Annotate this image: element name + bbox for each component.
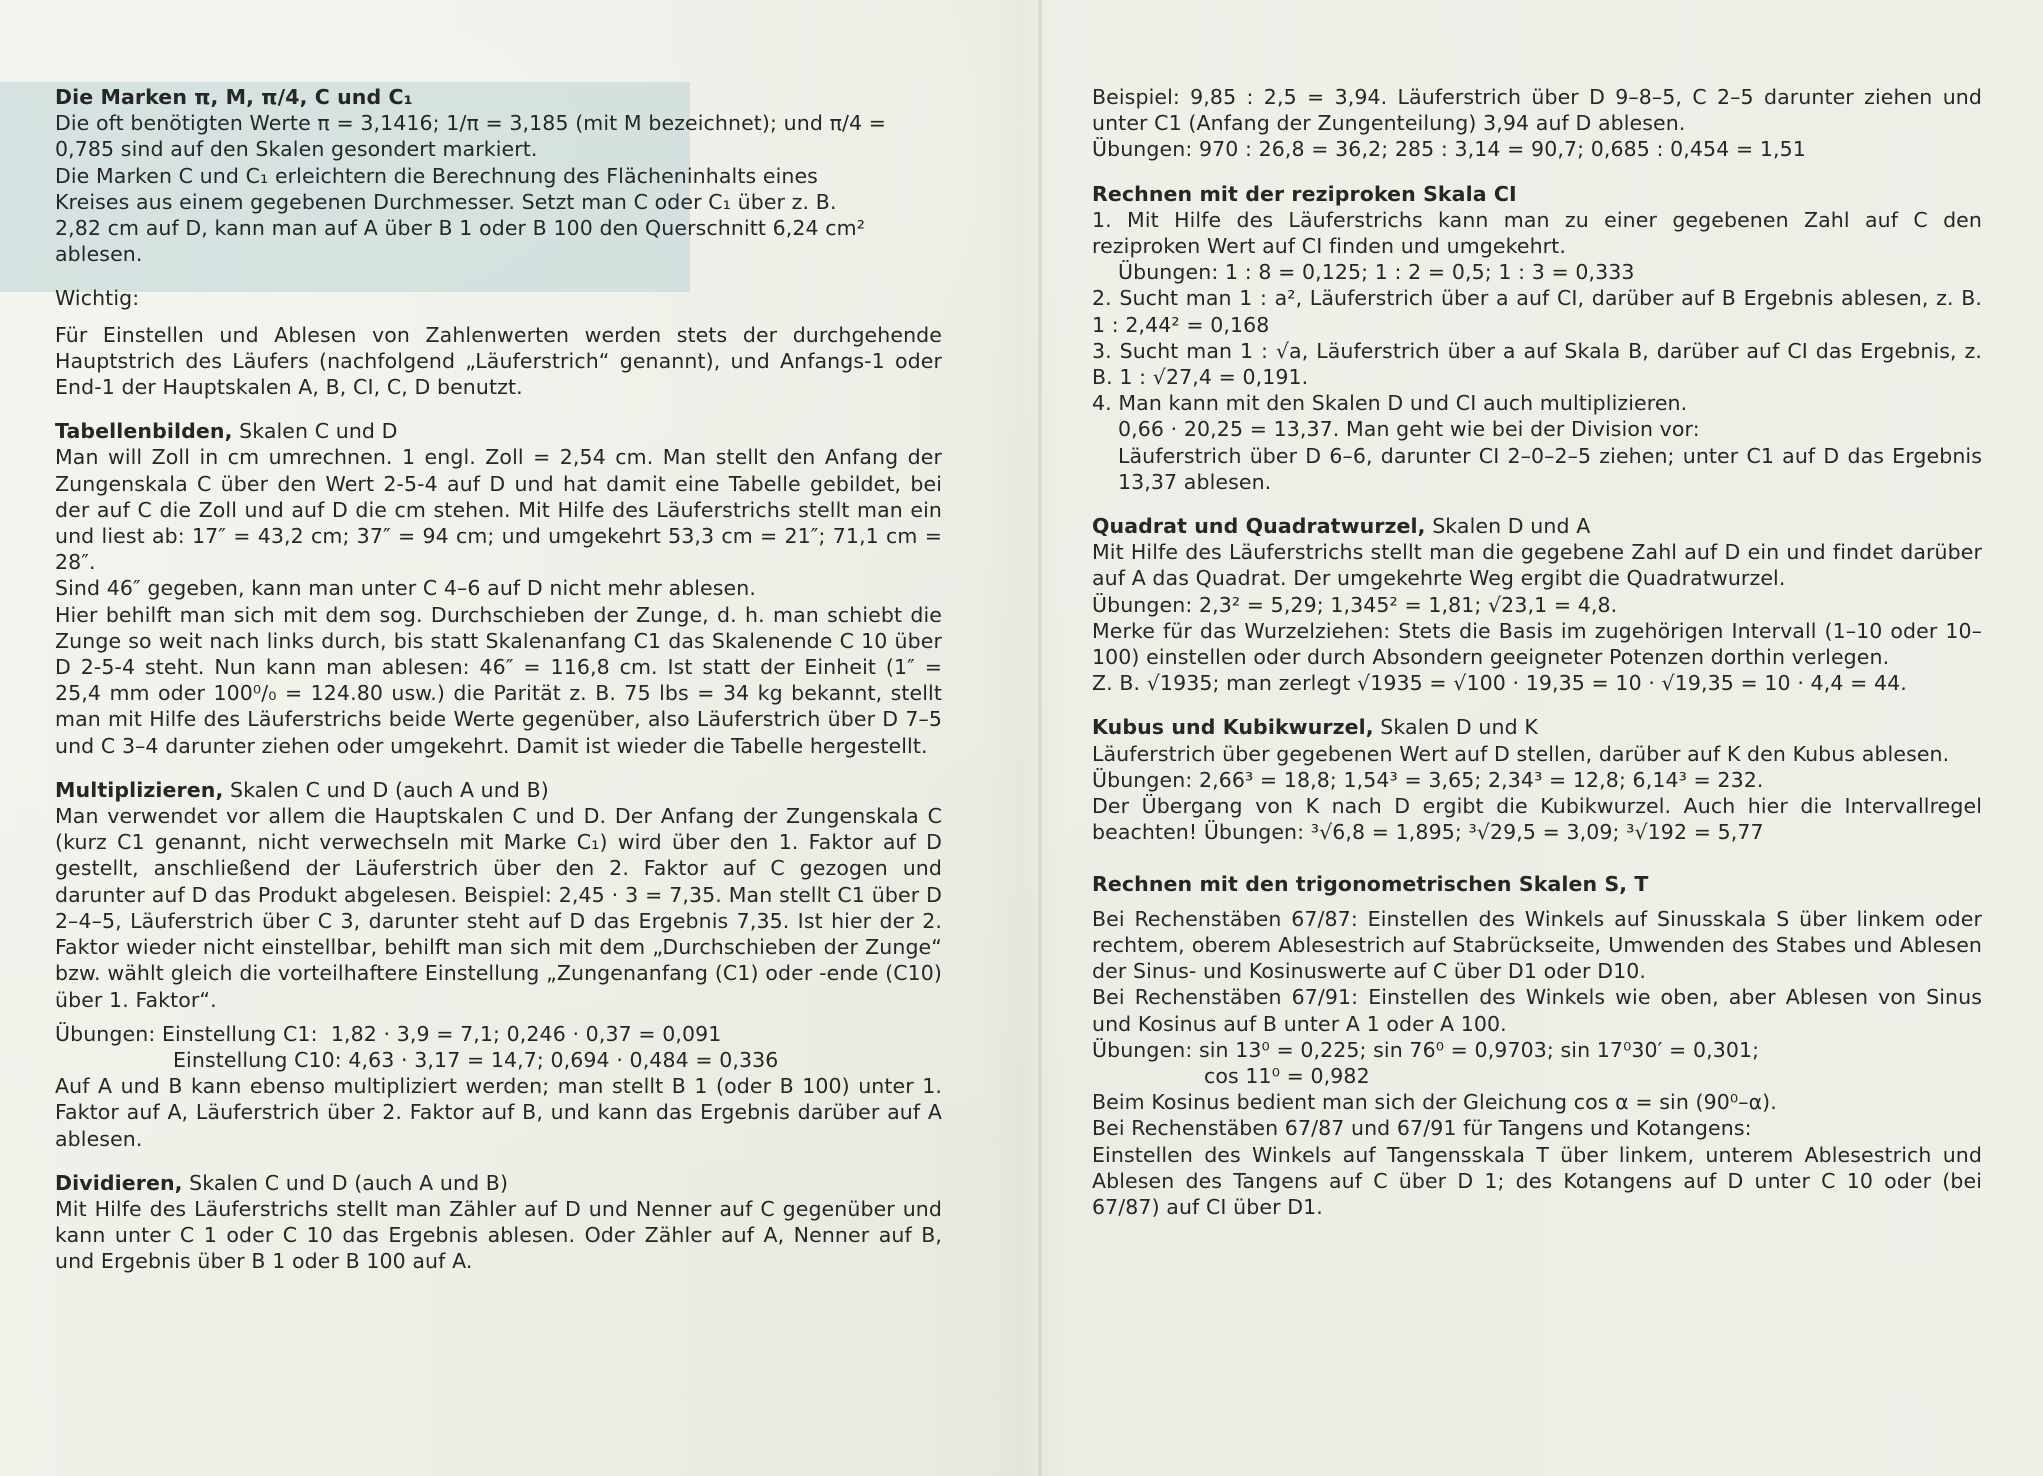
section-wichtig bbox=[55, 285, 942, 400]
section-multiplizieren bbox=[55, 777, 942, 1152]
reziprok-list bbox=[1092, 207, 1982, 495]
heading-multiplizieren: Multiplizieren, Skalen C und D (auch A und B) bbox=[55, 777, 549, 802]
trig-text-3: Beim Kosinus bedient man sich der Gleichung cos α = sin (90⁰–α). bbox=[1092, 1090, 1777, 1115]
kubus-text-2: Der Übergang von K nach D ergibt die Kubikwurzel. Auch hier die Intervallregel beachten! Übungen: ³√6,8 = 1,895; ³√29,5 = 3,09; ³√192 = 5,77 bbox=[1092, 794, 1982, 845]
marken-line-1: Die oft benötigten Werte π = 3,1416; 1/π = 3,185 (mit M bezeichnet); und π/4 = bbox=[55, 111, 887, 136]
list-item: 2. Sucht man 1 : a², Läuferstrich über a auf CI, darüber auf B Ergebnis ablesen, z. B. 1 : 2,44² = 0,168 bbox=[1092, 286, 1982, 337]
kubus-text: Läuferstrich über gegebenen Wert auf D stellen, darüber auf K den Kubus ablesen. bbox=[1092, 741, 1950, 766]
quadrat-uebung: Übungen: 2,3² = 5,29; 1,345² = 1,81; √23,1 = 4,8. bbox=[1092, 592, 1618, 617]
list-item: Übungen: 1 : 8 = 0,125; 1 : 2 = 0,5; 1 : 3 = 0,333 bbox=[1118, 260, 1635, 285]
tabellen-text-2: Sind 46″ gegeben, kann man unter C 4–6 auf D nicht mehr ablesen. bbox=[55, 576, 756, 601]
dividieren-uebung: Übungen: 970 : 26,8 = 36,2; 285 : 3,14 = 90,7; 0,685 : 0,454 = 1,51 bbox=[1092, 137, 1806, 162]
list-item: 4. Man kann mit den Skalen D und CI auch multiplizieren. bbox=[1092, 391, 1688, 416]
heading-marken: Die Marken π, M, π/4, C und C₁ bbox=[55, 85, 413, 109]
kubus-uebung: Übungen: 2,66³ = 18,8; 1,54³ = 3,65; 2,34³ = 12,8; 6,14³ = 232. bbox=[1092, 767, 1764, 792]
marken-line-4: Kreises aus einem gegebenen Durchmesser. Setzt man C oder C₁ über z. B. bbox=[55, 189, 837, 214]
quadrat-beispiel: Z. B. √1935; man zerlegt √1935 = √100 · 19,35 = 10 · √19,35 = 10 · 4,4 = 44. bbox=[1092, 671, 1907, 696]
trig-uebung-1: Übungen: sin 13⁰ = 0,225; sin 76⁰ = 0,9703; sin 17⁰30′ = 0,301; bbox=[1092, 1037, 1760, 1062]
wichtig-label: Wichtig: bbox=[55, 286, 140, 311]
trig-text-4: Bei Rechenstäben 67/87 und 67/91 für Tangens und Kotangens: bbox=[1092, 1116, 1752, 1141]
tabellen-text-3: Hier behilft man sich mit dem sog. Durchschieben der Zunge, d. h. man schiebt die Zunge so weit nach links durch, bis statt Skalenanfang C1 das Skalenende C 10 über D 2-5-4 steht. Nun kann man ablesen: 46″ = 116,8 cm. Ist statt der Einheit (1″ = 25,4 mm oder 100⁰/₀ = 124.80 usw.) die Parität z. B. 75 lbs = 34 kg bekannt, stellt man mit Hilfe des Läuferstrichs beide Werte gegenüber, also Läuferstrich über D 7–5 und C 3–4 darunter ziehen oder umgekehrt. Damit ist wieder die Tabelle hergestellt. bbox=[55, 602, 942, 758]
multiplizieren-text-2: Auf A und B kann ebenso multipliziert werden; man stellt B 1 (oder B 100) unter 1. Faktor auf A, Läuferstrich über 2. Faktor auf B, und kann das Ergebnis darüber auf A ablesen. bbox=[55, 1074, 942, 1151]
right-column bbox=[1092, 84, 1982, 1238]
tabellen-text: Man will Zoll in cm umrechnen. 1 engl. Zoll = 2,54 cm. Man stellt den Anfang der Zungenskala C über den Wert 2-5-4 auf D und hat damit eine Tabelle gebildet, bei der auf C die Zoll und auf D die cm stehen. Mit Hilfe des Läuferstrichs stellt man ein und liest ab: 17″ = 43,2 cm; 37″ = 94 cm; und umgekehrt 53,3 cm = 21″; 71,1 cm = 28″. bbox=[55, 445, 942, 575]
section-dividieren-cont bbox=[1092, 84, 1982, 163]
marken-line-6: ablesen. bbox=[55, 242, 143, 267]
quadrat-text-2: Merke für das Wurzelziehen: Stets die Basis im zugehörigen Intervall (1–10 oder 10–100) einstellen oder durch Absondern geeigneter Potenzen dorthin verlegen. bbox=[1092, 618, 1982, 670]
heading-kubus: Kubus und Kubikwurzel, Skalen D und K bbox=[1092, 715, 1538, 740]
heading-reziprok: Rechnen mit der reziproken Skala CI bbox=[1092, 181, 1517, 206]
heading-quadrat: Quadrat und Quadratwurzel, Skalen D und A bbox=[1092, 514, 1591, 539]
page-fold bbox=[1038, 0, 1042, 1476]
section-reziprok bbox=[1092, 181, 1982, 495]
quadrat-text: Mit Hilfe des Läuferstrichs stellt man die gegebene Zahl auf D ein und findet darüber auf A das Quadrat. Der umgekehrte Weg ergibt die Quadratwurzel. bbox=[1092, 540, 1982, 591]
heading-tabellen: Tabellenbilden, Skalen C und D bbox=[55, 419, 398, 444]
list-item: 3. Sucht man 1 : √a, Läuferstrich über a auf Skala B, darüber auf CI das Ergebnis, z. B. 1 : √27,4 = 0,191. bbox=[1092, 338, 1982, 390]
section-trig bbox=[1092, 871, 1982, 1220]
marken-line-3: Die Marken C und C₁ erleichtern die Berechnung des Flächeninhalts eines bbox=[55, 163, 818, 188]
section-kubus bbox=[1092, 714, 1982, 845]
section-marken bbox=[55, 84, 942, 267]
list-item: 1. Mit Hilfe des Läuferstrichs kann man zu einer gegebenen Zahl auf C den reziproken Wert auf CI finden und umgekehrt. bbox=[1092, 207, 1982, 259]
marken-line-2: 0,785 sind auf den Skalen gesondert markiert. bbox=[55, 137, 538, 162]
dividieren-text: Mit Hilfe des Läuferstrichs stellt man Zähler auf D und Nenner auf C gegenüber und kann unter C 1 oder C 10 das Ergebnis ablesen. Oder Zähler auf A, Nenner auf B, und Ergebnis über B 1 oder B 100 auf A. bbox=[55, 1196, 942, 1274]
heading-trig: Rechnen mit den trigonometrischen Skalen S, T bbox=[1092, 872, 1649, 897]
marken-line-5: 2,82 cm auf D, kann man auf A über B 1 oder B 100 den Querschnitt 6,24 cm² bbox=[55, 216, 866, 241]
multiplizieren-uebung-1: Übungen: Einstellung C1: 1,82 · 3,9 = 7,1; 0,246 · 0,37 = 0,091 bbox=[55, 1021, 722, 1046]
section-dividieren bbox=[55, 1170, 942, 1275]
dividieren-beispiel: Beispiel: 9,85 : 2,5 = 3,94. Läuferstrich über D 9–8–5, C 2–5 darunter ziehen und unter C1 (Anfang der Zungenteilung) 3,94 auf D ablesen. bbox=[1092, 85, 1982, 136]
left-column bbox=[55, 84, 942, 1293]
list-item: 0,66 · 20,25 = 13,37. Man geht wie bei der Division vor: bbox=[1118, 417, 1700, 442]
list-item: Läuferstrich über D 6–6, darunter CI 2–0–2–5 ziehen; unter C1 auf D das Ergebnis 13,37 ablesen. bbox=[1118, 443, 1982, 494]
section-tabellen bbox=[55, 418, 942, 759]
trig-text-5: Einstellen des Winkels auf Tangensskala T über linkem, unterem Ablesestrich und Ablesen des Tangens auf C über D 1; des Kotangens auf D unter C 10 oder (bei 67/87) auf CI über D1. bbox=[1092, 1142, 1982, 1219]
trig-uebung-2: cos 11⁰ = 0,982 bbox=[1204, 1063, 1370, 1088]
section-quadrat bbox=[1092, 513, 1982, 696]
multiplizieren-uebung-2: Einstellung C10: 4,63 · 3,17 = 14,7; 0,694 · 0,484 = 0,336 bbox=[173, 1047, 779, 1072]
wichtig-text: Für Einstellen und Ablesen von Zahlenwerten werden stets der durchgehende Hauptstrich des Läufers (nachfolgend „Läuferstrich“ genannt), und Anfangs-1 oder End-1 der Hauptskalen A, B, CI, C, D benutzt. bbox=[55, 322, 942, 400]
heading-dividieren: Dividieren, Skalen C und D (auch A und B) bbox=[55, 1170, 509, 1195]
trig-text-2: Bei Rechenstäben 67/91: Einstellen des Winkels wie oben, aber Ablesen von Sinus und Kosinus auf B unter A 1 oder A 100. bbox=[1092, 985, 1982, 1036]
trig-text: Bei Rechenstäben 67/87: Einstellen des Winkels auf Sinusskala S über linkem oder rechtem, oberem Ablesestrich auf Stabrückseite, Umwenden des Stabes und Ablesen der Sinus- und Kosinuswerte auf C über D1 oder D10. bbox=[1092, 906, 1982, 984]
multiplizieren-text: Man verwendet vor allem die Hauptskalen C und D. Der Anfang der Zungenskala C (kurz C1 genannt, nicht verwechseln mit Marke C₁) wird über den 1. Faktor auf D gestellt, anschließend der Läuferstrich über den 2. Faktor auf C gezogen und darunter auf D das Produkt abgelesen. Beispiel: 2,45 · 3 = 7,35. Man stellt C1 über D 2–4–5, Läuferstrich über C 3, darunter steht auf D das Ergebnis 7,35. Ist hier der 2. Faktor wieder nicht einstellbar, behilft man sich mit dem „Durchschieben der Zunge“ bzw. wählt gleich die vorteilhaftere Einstellung „Zungenanfang (C1) oder -ende (C10) über 1. Faktor“. bbox=[55, 804, 942, 1012]
